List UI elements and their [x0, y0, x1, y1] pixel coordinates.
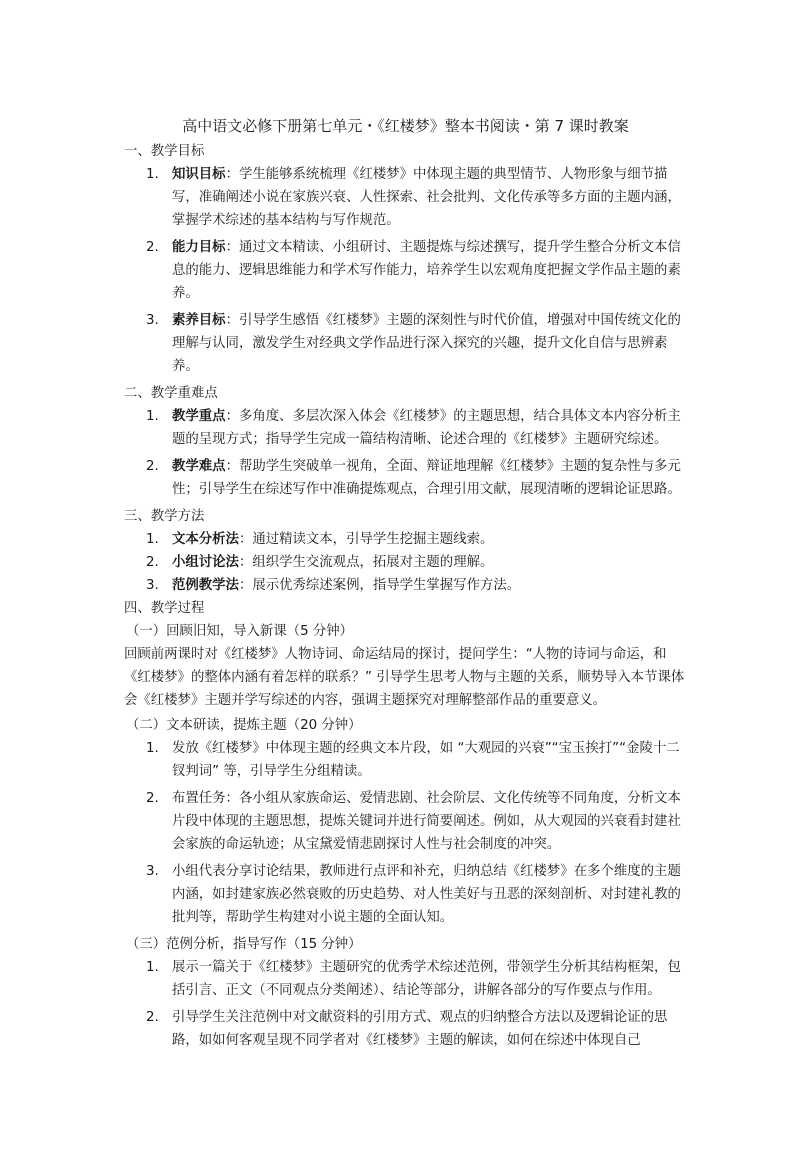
list-number: 1.: [146, 960, 159, 975]
section-heading-objectives: 一、教学目标: [124, 144, 205, 159]
list-item: [146, 236, 684, 305]
item-label: 能力目标: [172, 240, 226, 255]
page-title: 高中语文必修下册第七单元・《红楼梦》整本书阅读・第 7 课时教案: [182, 117, 629, 135]
key-points-list: [0, 405, 805, 501]
paragraph-review: 回顾前两课时对《红楼梦》人物诗词、命运结局的探讨，提问学生：“人物的诗词与命运，和《红楼梦》的整体内涵有着怎样的联系？” 引导学生思考人物与主题的关系，顺势导入本节课体会《红楼梦》主题并学写综述的内容，强调主题探究对理解整部作品的重要意义。: [124, 647, 685, 708]
subsection-heading-example: （三）范例分析，指导写作（15 分钟）: [126, 937, 362, 952]
item-text: ：展示优秀综述案例，指导学生掌握写作方法。: [238, 578, 521, 593]
item-text: 发放《红楼梦》中体现主题的经典文本片段，如 “大观园的兴衰”“宝玉挨打”“金陵十二钗判词” 等，引导学生分组精读。: [172, 741, 680, 779]
item-label: 知识目标: [172, 167, 226, 182]
item-label: 小组讨论法: [172, 555, 239, 570]
subsection-heading-review: （一）回顾旧知，导入新课（5 分钟）: [126, 624, 354, 639]
item-label: 范例教学法: [172, 578, 239, 593]
list-number: 1.: [146, 532, 159, 547]
item-text: 展示一篇关于《红楼梦》主题研究的优秀学术综述范例，带领学生分析其结构框架，包括引言、正文（不同观点分类阐述）、结论等部分，讲解各部分的写作要点与作用。: [172, 960, 681, 998]
section-heading-methods: 三、教学方法: [124, 509, 205, 524]
list-item: [146, 860, 684, 929]
list-item: [146, 574, 684, 597]
item-text: ：通过文本精读、小组研讨、主题提炼与综述撰写，提升学生整合分析文本信息的能力、逻辑思维能力和学术写作能力，培养学生以宏观角度把握文学作品主题的素养。: [172, 240, 681, 301]
list-item: [146, 163, 684, 232]
list-number: 1.: [146, 409, 159, 424]
example-list: [0, 956, 805, 1052]
list-number: 1.: [146, 167, 159, 182]
item-text: 布置任务：各小组从家族命运、爱情悲剧、社会阶层、文化传统等不同角度，分析文本片段中体现的主题思想，提炼关键词并进行简要阐述。例如，从大观园的兴衰看封建社会家族的命运轨迹；从宝黛爱情悲剧探讨人性与社会制度的冲突。: [172, 791, 681, 852]
objectives-list: [0, 163, 805, 378]
list-number: 2.: [146, 459, 159, 474]
list-item: [146, 1006, 684, 1052]
list-item: [146, 551, 684, 574]
item-text: ：多角度、多层次深入体会《红楼梦》的主题思想，结合具体文本内容分析主题的呈现方式；指导学生完成一篇结构清晰、论述合理的《红楼梦》主题研究综述。: [172, 409, 681, 447]
item-text: ：引导学生感悟《红楼梦》主题的深刻性与时代价值，增强对中国传统文化的理解与认同，激发学生对经典文学作品进行深入探究的兴趣，提升文化自信与思辨素养。: [172, 313, 681, 374]
list-item: [146, 405, 684, 451]
item-label: 文本分析法: [172, 532, 239, 547]
list-item: [146, 528, 684, 551]
item-label: 素养目标: [172, 313, 226, 328]
list-item: [146, 956, 684, 1002]
item-text: ：学生能够系统梳理《红楼梦》中体现主题的典型情节、人物形象与细节描写，准确阐述小说在家族兴衰、人性探索、社会批判、文化传承等多方面的主题内涵，掌握学术综述的基本结构与写作规范。: [172, 167, 681, 228]
list-item: [146, 737, 684, 783]
section-heading-process: 四、教学过程: [124, 601, 205, 616]
list-number: 1.: [146, 741, 159, 756]
list-item: [146, 787, 684, 856]
list-number: 2.: [146, 791, 159, 806]
list-item: [146, 309, 684, 378]
text-study-list: [0, 737, 805, 929]
item-text: ：通过精读文本，引导学生挖掘主题线索。: [238, 532, 494, 547]
item-text: 小组代表分享讨论结果，教师进行点评和补充，归纳总结《红楼梦》在多个维度的主题内涵，如封建家族必然衰败的历史趋势、对人性美好与丑恶的深刻剖析、对封建礼教的批判等，帮助学生构建对小说主题的全面认知。: [172, 864, 681, 925]
methods-list: [0, 528, 805, 597]
section-heading-key-points: 二、教学重难点: [124, 386, 218, 401]
list-number: 2.: [146, 555, 159, 570]
list-number: 3.: [146, 578, 159, 593]
item-text: ：组织学生交流观点，拓展对主题的理解。: [238, 555, 494, 570]
list-number: 2.: [146, 1010, 159, 1025]
list-item: [146, 455, 684, 501]
subsection-heading-text-study: （二）文本研读，提炼主题（20 分钟）: [126, 718, 362, 733]
item-text: ：帮助学生突破单一视角，全面、辩证地理解《红楼梦》主题的复杂性与多元性；引导学生在综述写作中准确提炼观点，合理引用文献，展现清晰的逻辑论证思路。: [172, 459, 681, 497]
list-number: 3.: [146, 313, 159, 328]
item-label: 教学重点: [172, 409, 226, 424]
list-number: 2.: [146, 240, 159, 255]
item-label: 教学难点: [172, 459, 226, 474]
list-number: 3.: [146, 864, 159, 879]
item-text: 引导学生关注范例中对文献资料的引用方式、观点的归纳整合方法以及逻辑论证的思路，如如何客观呈现不同学者对《红楼梦》主题的解读，如何在综述中体现自己: [172, 1010, 668, 1048]
